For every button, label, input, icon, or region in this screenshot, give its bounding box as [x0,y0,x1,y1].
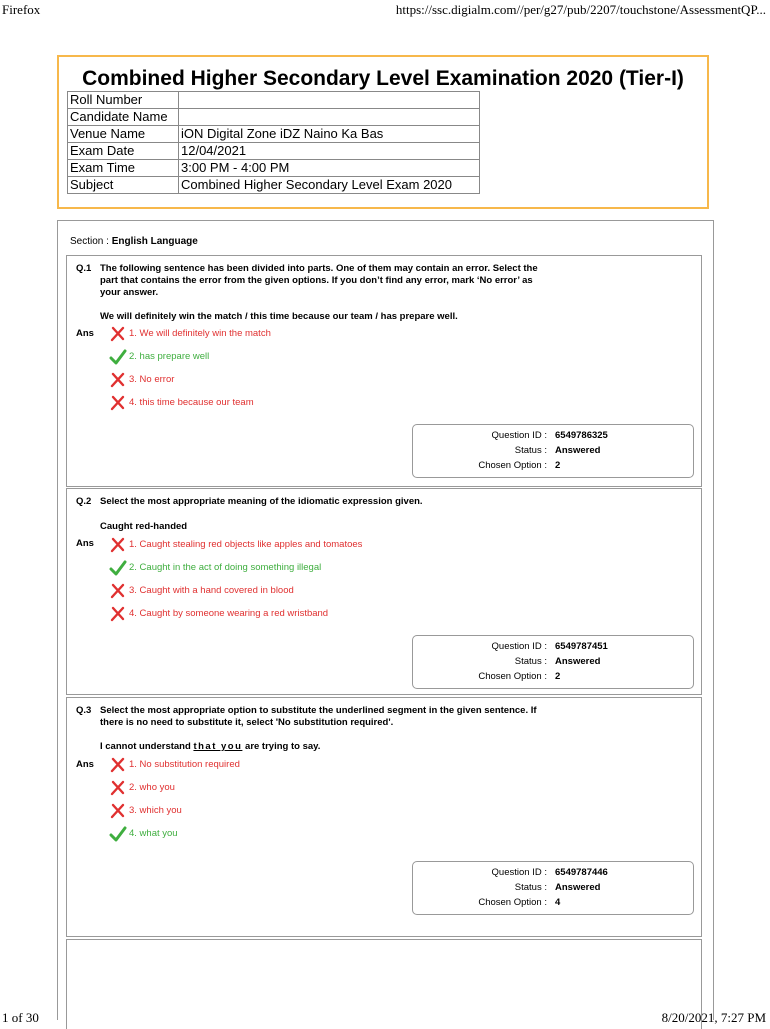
option-item [109,537,362,553]
question-status: Answered [555,656,601,667]
option-item [109,757,240,773]
option-item [109,560,321,576]
option-item [109,326,271,342]
option-label: 2. Caught in the act of doing something illegal [129,562,322,573]
cross-icon [109,372,127,388]
chosen-option: 4 [555,897,561,908]
section-header: Section : English Language [70,236,198,247]
page-url[interactable]: https://ssc.digialm.com//per/g27/pub/2207/touchstone/AssessmentQP... [395,2,766,17]
candidate-row-roll-number: Roll Number [68,92,480,109]
question-status: Answered [555,445,601,456]
chosen-option: 2 [555,460,561,471]
check-icon [109,826,127,842]
question-status: Answered [555,882,601,893]
option-item [109,395,254,411]
question-id: 6549787451 [555,641,608,652]
ans-label: Ans [76,328,94,339]
check-icon [109,560,127,576]
option-label: 1. Caught stealing red objects like apples and tomatoes [129,539,363,550]
question-id: 6549787446 [555,867,608,878]
ans-label: Ans [76,538,94,549]
browser-app-name: Firefox [2,2,41,17]
question-block [66,255,702,487]
question-id: 6549786325 [555,430,608,441]
option-label: 3. which you [129,805,182,816]
option-label: 4. this time because our team [129,397,254,408]
cross-icon [109,780,127,796]
section-name: English Language [111,236,198,247]
option-label: 3. No error [129,374,175,385]
option-label: 2. who you [129,782,175,793]
question-block [66,488,702,695]
question-number: Q.1 [76,263,92,274]
question-text: The following sentence has been divided into parts. One of them may contain an error. Select the part that contains the error from the given options. If you don’t find any error, mark ‘No error’ as your answer. [100,263,538,298]
cross-icon [109,757,127,773]
question-text: Select the most appropriate meaning of the idiomatic expression given. [100,496,423,507]
candidate-row-venue-name: Venue Name iON Digital Zone iDZ Naino Ka Bas [68,126,480,143]
question-sentence: We will definitely win the match / this time because our team / has prepare well. [100,311,458,322]
cross-icon [109,803,127,819]
candidate-info-table [67,91,480,194]
underlined-segment: that you [193,741,243,752]
candidate-row-subject: Subject Combined Higher Secondary Level Exam 2020 [68,177,480,194]
exam-title: Combined Higher Secondary Level Examination 2020 (Tier-I) [82,67,684,90]
ans-label: Ans [76,759,94,770]
chosen-option: 2 [555,671,561,682]
cross-icon [109,583,127,599]
option-item [109,803,182,819]
check-icon [109,349,127,365]
option-item [109,372,174,388]
exam-info-banner [57,55,709,209]
option-label: 3. Caught with a hand covered in blood [129,585,294,596]
option-item [109,606,328,622]
option-label: 4. what you [129,828,178,839]
option-label: 1. We will definitely win the match [129,328,271,339]
cross-icon [109,326,127,342]
option-label: 4. Caught by someone wearing a red wristband [129,608,329,619]
question-block-partial [66,939,702,1029]
question-info-box: Question ID : 6549787451 Status : Answered Chosen Option : 2 [412,635,694,689]
option-item [109,583,294,599]
page-indicator: 1 of 30 [2,1010,39,1025]
question-sentence: Caught red-handed [100,521,188,532]
question-number: Q.2 [76,496,92,507]
option-label: 1. No substitution required [129,759,240,770]
option-item [109,826,178,842]
question-text: Select the most appropriate option to substitute the underlined segment in the given sentence. If there is no need to substitute it, select 'No substitution required'. [100,705,537,728]
cross-icon [109,537,127,553]
question-info-box: Question ID : 6549787446 Status : Answered Chosen Option : 4 [412,861,694,915]
cross-icon [109,606,127,622]
question-paper-container [57,220,714,1020]
candidate-row-exam-date: Exam Date 12/04/2021 [68,143,480,160]
candidate-row-candidate-name: Candidate Name [68,109,480,126]
question-info-box: Question ID : 6549786325 Status : Answered Chosen Option : 2 [412,424,694,478]
option-item [109,780,175,796]
option-item [109,349,209,365]
candidate-row-exam-time: Exam Time 3:00 PM - 4:00 PM [68,160,480,177]
question-sentence: I cannot understand that you are trying to say. [100,741,321,752]
cross-icon [109,395,127,411]
question-number: Q.3 [76,705,92,716]
question-block [66,697,702,937]
option-label: 2. has prepare well [129,351,210,362]
print-datetime: 8/20/2021, 7:27 PM [661,1010,766,1025]
